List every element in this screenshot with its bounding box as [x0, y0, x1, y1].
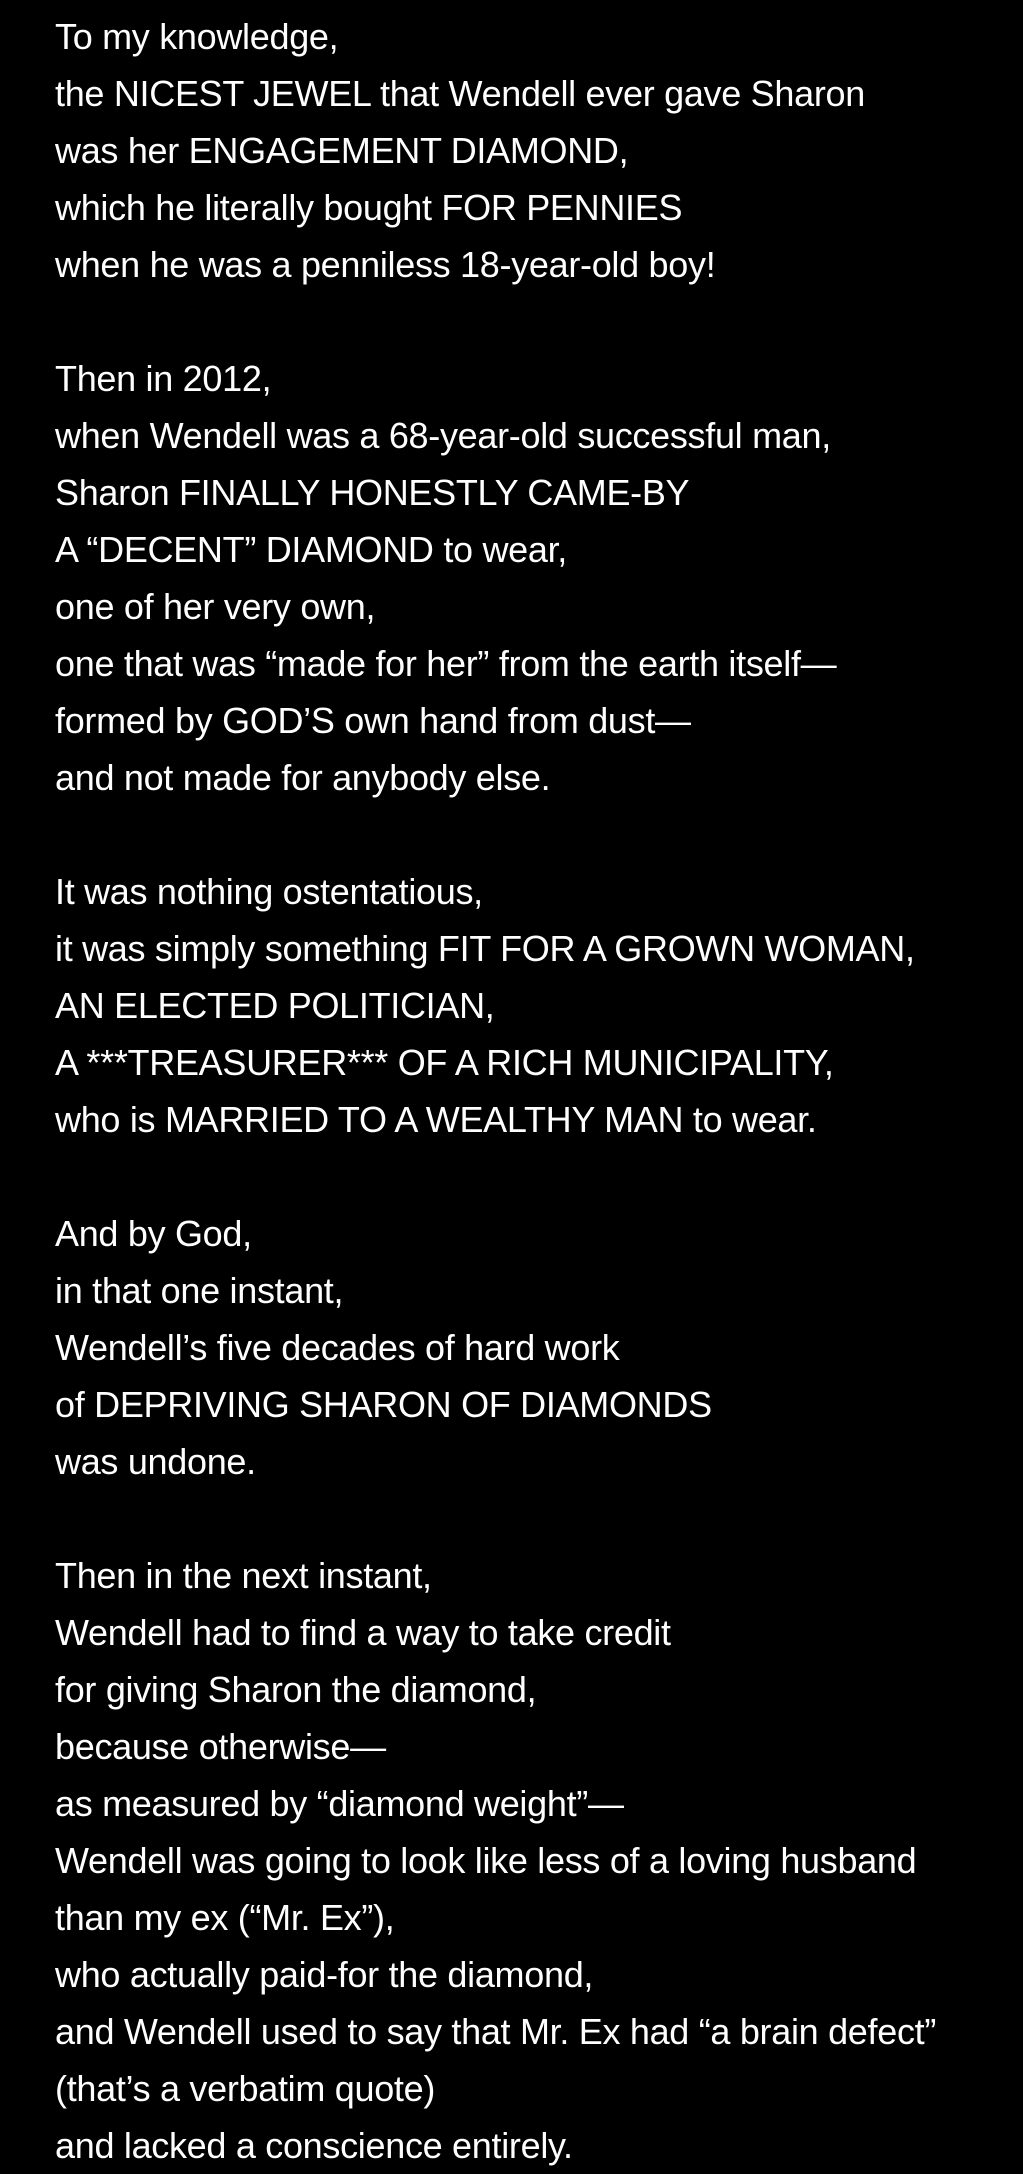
text-line: it was simply something FIT FOR A GROWN WOMAN,: [55, 928, 915, 969]
stanza-3: [55, 863, 1015, 1148]
note-body: [55, 8, 1015, 2174]
text-line: than my ex (“Mr. Ex”),: [55, 1897, 395, 1938]
text-line: when Wendell was a 68-year-old successful man,: [55, 415, 831, 456]
stanza-gap: [55, 1490, 1015, 1547]
text-line: and lacked a conscience entirely.: [55, 2125, 573, 2166]
text-line: one of her very own,: [55, 586, 376, 627]
text-line: which he literally bought FOR PENNIES: [55, 187, 683, 228]
text-line: To my knowledge,: [55, 16, 339, 57]
text-line: for giving Sharon the diamond,: [55, 1669, 537, 1710]
text-line: Wendell’s five decades of hard work: [55, 1327, 620, 1368]
text-line: Then in the next instant,: [55, 1555, 432, 1596]
text-line: and not made for anybody else.: [55, 757, 551, 798]
text-line: because otherwise—: [55, 1726, 386, 1767]
text-line: one that was “made for her” from the earth itself—: [55, 643, 837, 684]
stanza-4: [55, 1205, 1015, 1490]
stanza-gap: [55, 1148, 1015, 1205]
text-line: as measured by “diamond weight”—: [55, 1783, 624, 1824]
stanza-gap: [55, 806, 1015, 863]
text-line: Sharon FINALLY HONESTLY CAME-BY: [55, 472, 690, 513]
text-line: and Wendell used to say that Mr. Ex had “a brain defect”: [55, 2011, 937, 2052]
text-line: the NICEST JEWEL that Wendell ever gave Sharon: [55, 73, 865, 114]
text-line: of DEPRIVING SHARON OF DIAMONDS: [55, 1384, 712, 1425]
stanza-5: [55, 1547, 1015, 2174]
stanza-2: [55, 350, 1015, 806]
text-line: was her ENGAGEMENT DIAMOND,: [55, 130, 629, 171]
text-line: when he was a penniless 18-year-old boy!: [55, 244, 716, 285]
text-line: It was nothing ostentatious,: [55, 871, 483, 912]
text-line: A ***TREASURER*** OF A RICH MUNICIPALITY,: [55, 1042, 834, 1083]
text-line: AN ELECTED POLITICIAN,: [55, 985, 495, 1026]
text-line: was undone.: [55, 1441, 256, 1482]
text-line: A “DECENT” DIAMOND to wear,: [55, 529, 567, 570]
text-line: who actually paid-for the diamond,: [55, 1954, 594, 1995]
text-line: And by God,: [55, 1213, 252, 1254]
text-line: Wendell was going to look like less of a loving husband: [55, 1840, 917, 1881]
text-line: Wendell had to find a way to take credit: [55, 1612, 671, 1653]
text-line: (that’s a verbatim quote): [55, 2068, 436, 2109]
stanza-1: [55, 8, 1015, 293]
text-line: Then in 2012,: [55, 358, 272, 399]
text-line: formed by GOD’S own hand from dust—: [55, 700, 691, 741]
text-line: in that one instant,: [55, 1270, 344, 1311]
text-line: who is MARRIED TO A WEALTHY MAN to wear.: [55, 1099, 817, 1140]
stanza-gap: [55, 293, 1015, 350]
